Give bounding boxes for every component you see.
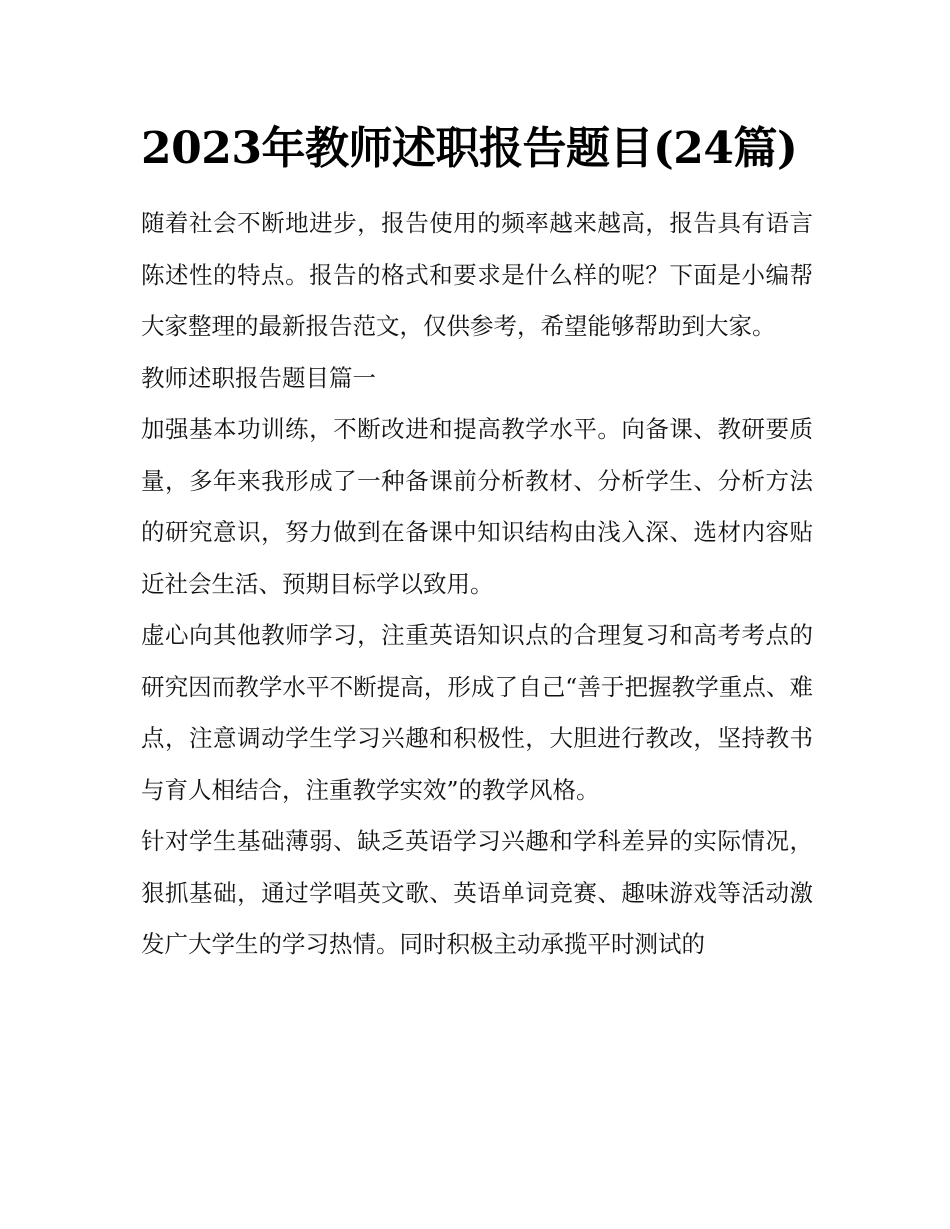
- body-paragraph: 针对学生基础薄弱、缺乏英语学习兴趣和学科差异的实际情况，狠抓基础，通过学唱英文歌、英语单词竞赛、趣味游戏等活动激发广大学生的学习热情。同时积极主动承揽平时测试的: [141, 827, 813, 958]
- intro-paragraph: 随着社会不断地进步，报告使用的频率越来越高，报告具有语言陈述性的特点。报告的格式和要求是什么样的呢？下面是小编帮大家整理的最新报告范文，仅供参考，希望能够帮助到大家。: [141, 209, 813, 340]
- body-paragraph: 加强基本功训练，不断改进和提高教学水平。向备课、教研要质量，多年来我形成了一种备课前分析教材、分析学生、分析方法的研究意识，努力做到在备课中知识结构由浅入深、选材内容贴近社会生活、预期目标学以致用。: [141, 415, 813, 598]
- document-body: [141, 110, 813, 971]
- section-heading: 教师述职报告题目篇一: [141, 363, 376, 392]
- document-title: 2023年教师述职报告题目(24篇): [141, 123, 798, 174]
- body-paragraph: 虚心向其他教师学习，注重英语知识点的合理复习和高考考点的研究因而教学水平不断提高，形成了自己“善于把握教学重点、难点，注意调动学生学习兴趣和积极性，大胆进行教改，坚持教书与育人相结合，注重教学实效”的教学风格。: [141, 621, 813, 804]
